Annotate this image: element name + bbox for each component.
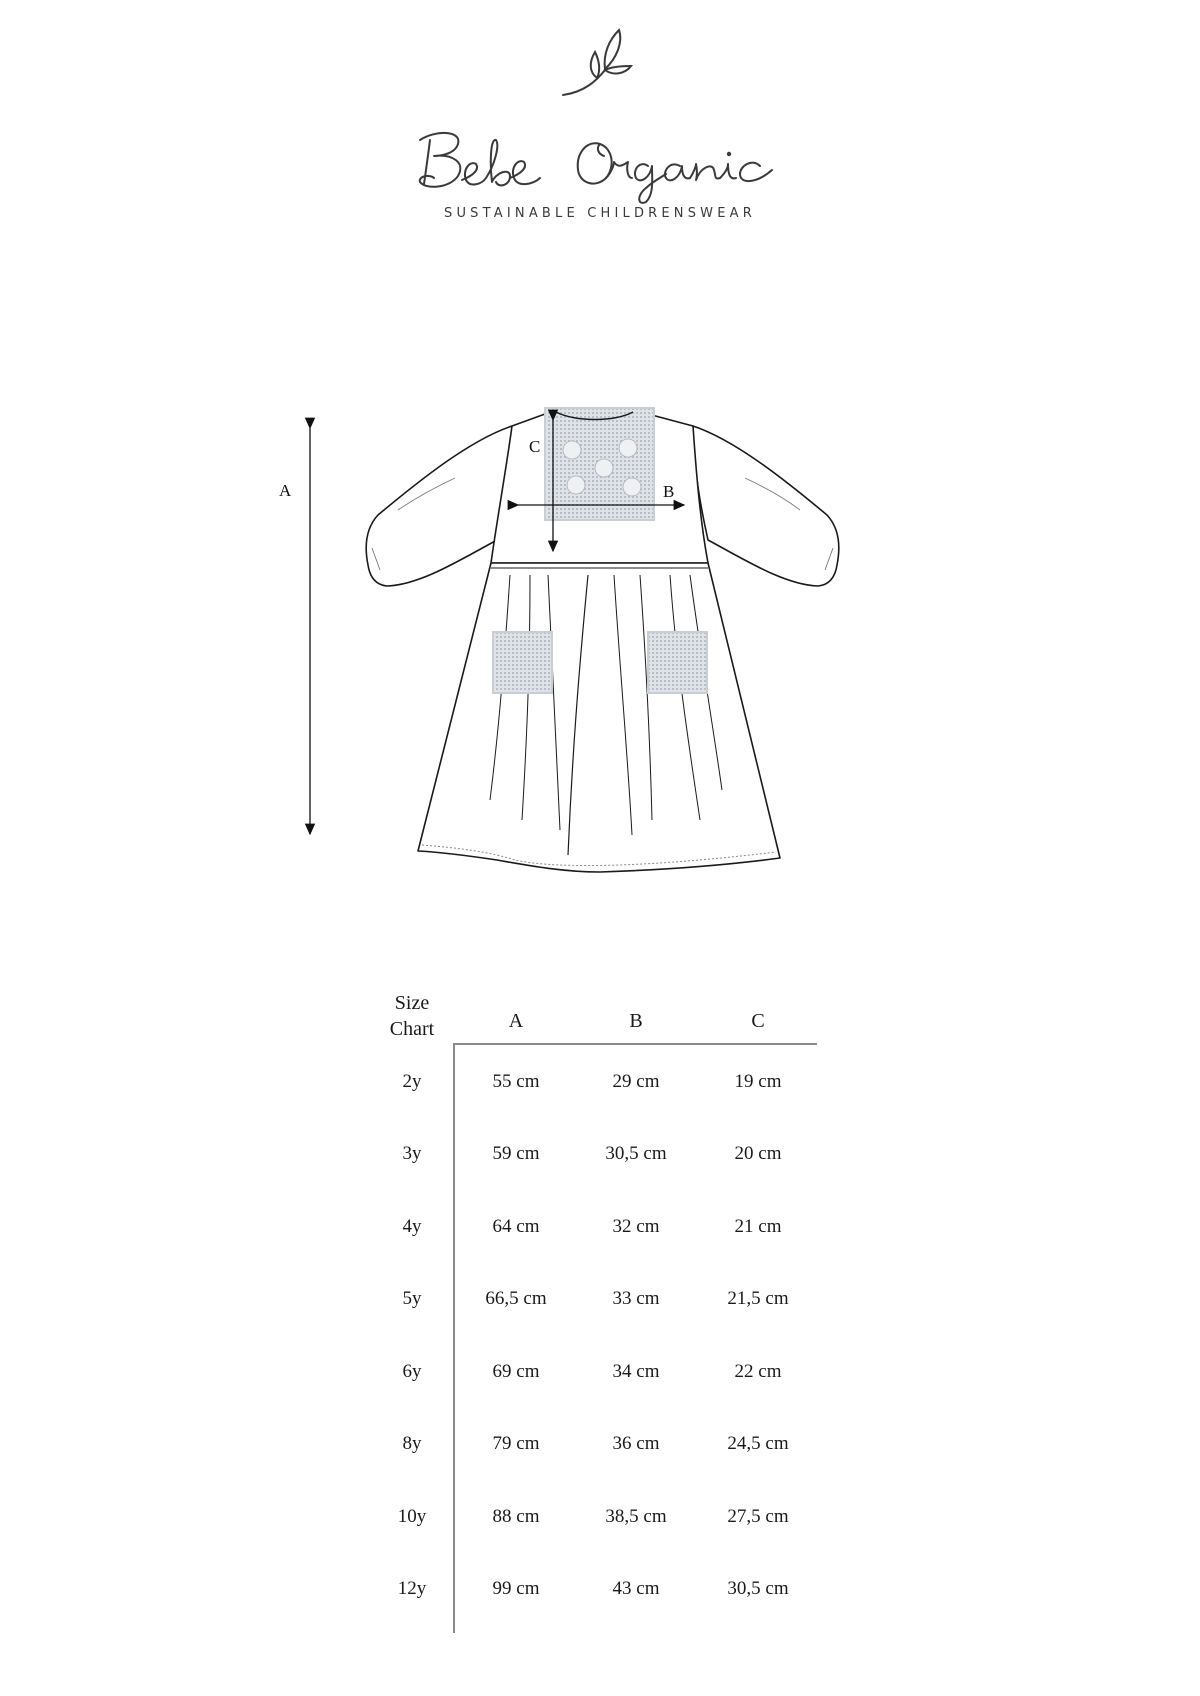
a-cell: 64 cm <box>492 1216 540 1237</box>
size-chart-title: Size Chart <box>389 992 435 1040</box>
size-cell: 12y <box>397 1578 427 1599</box>
c-cell: 24,5 cm <box>727 1433 789 1454</box>
c-cell: 21 cm <box>734 1216 782 1237</box>
b-cell: 33 cm <box>612 1288 660 1309</box>
brand-tagline: SUSTAINABLE CHILDRENSWEAR <box>444 206 756 221</box>
c-cell: 19 cm <box>734 1071 782 1092</box>
size-cell: 8y <box>402 1433 422 1454</box>
size-cell: 6y <box>402 1361 422 1382</box>
header-divider <box>453 1043 817 1045</box>
right-pocket <box>648 632 707 693</box>
a-cell: 79 cm <box>492 1433 540 1454</box>
size-cell: 3y <box>402 1143 422 1164</box>
b-cell: 32 cm <box>612 1216 660 1237</box>
size-cell: 2y <box>402 1071 422 1092</box>
measure-b-label: B <box>663 482 675 501</box>
a-cell: 55 cm <box>492 1071 540 1092</box>
a-cell: 66,5 cm <box>485 1288 547 1309</box>
a-cell: 69 cm <box>492 1361 540 1382</box>
a-cell: 88 cm <box>492 1506 540 1527</box>
column-header-a: A <box>508 1010 524 1032</box>
column-header-c: C <box>751 1010 765 1032</box>
b-cell: 29 cm <box>612 1071 660 1092</box>
measure-a-label: A <box>279 481 292 500</box>
b-cell: 36 cm <box>612 1433 660 1454</box>
b-cell: 30,5 cm <box>605 1143 667 1164</box>
c-cell: 30,5 cm <box>727 1578 789 1599</box>
size-cell: 4y <box>402 1216 422 1237</box>
c-cell: 20 cm <box>734 1143 782 1164</box>
b-cell: 43 cm <box>612 1578 660 1599</box>
size-cell: 10y <box>397 1506 427 1527</box>
b-cell: 38,5 cm <box>605 1506 667 1527</box>
a-cell: 99 cm <box>492 1578 540 1599</box>
c-cell: 21,5 cm <box>727 1288 789 1309</box>
column-header-b: B <box>629 1010 643 1032</box>
left-pocket <box>493 632 552 693</box>
size-cell: 5y <box>402 1288 422 1309</box>
c-cell: 22 cm <box>734 1361 782 1382</box>
a-cell: 59 cm <box>492 1143 540 1164</box>
column-divider <box>453 1043 455 1633</box>
measure-c-label: C <box>529 437 541 456</box>
c-cell: 27,5 cm <box>727 1506 789 1527</box>
b-cell: 34 cm <box>612 1361 660 1382</box>
